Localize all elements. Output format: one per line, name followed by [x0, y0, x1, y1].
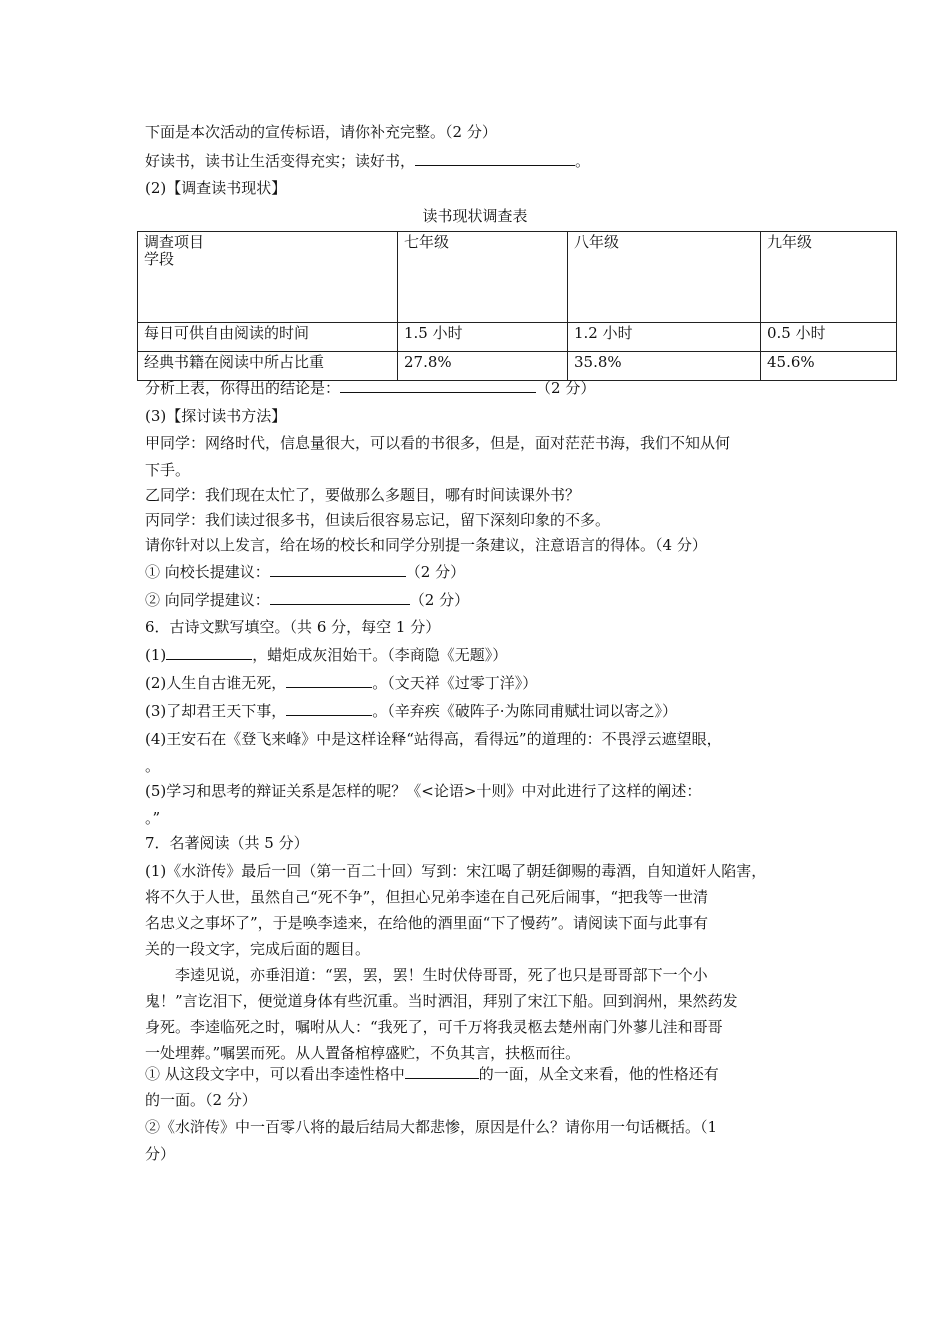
q6-item2-blank[interactable] [286, 673, 372, 688]
section2-heading: (2)【调查读书现状】 [145, 179, 287, 197]
q7-sub1-suffix: 的一面，从全文来看，他的性格还有 [478, 1065, 719, 1083]
analysis-score: （2 分） [536, 379, 596, 397]
q6-item1-prefix: (1) [145, 646, 167, 664]
passage-line4: 一处埋葬。”嘱罢而死。从人置备棺椁盛贮，不负其言，扶柩而往。 [145, 1044, 581, 1062]
slogan-line [145, 151, 590, 171]
classmates-prefix: ② 向同学提建议： [145, 591, 270, 609]
jia-line1: 甲同学：网络时代，信息量很大，可以看的书很多，但是，面对茫茫书海，我们不知从何 [145, 434, 731, 452]
q7-sub1-prefix: ① 从这段文字中，可以看出李逵性格中 [145, 1065, 405, 1083]
column-header: 九年级 [761, 232, 897, 323]
analysis-prefix: 分析上表，你得出的结论是： [145, 379, 341, 397]
table-caption: 读书现状调查表 [422, 207, 528, 225]
analysis-line [145, 378, 595, 398]
table-corner-cell [138, 232, 398, 323]
q6-item2-prefix: (2)人生自古谁无死， [145, 674, 287, 692]
table-cell: 1.5 小时 [398, 323, 568, 352]
table-header-row [138, 232, 897, 323]
classmates-score: （2 分） [409, 591, 470, 609]
principal-prefix: ① 向校长提建议： [145, 563, 270, 581]
slogan-prompt: 下面是本次活动的宣传标语，请你补充完整。（2 分） [145, 123, 497, 141]
classmates-suggestion-line [145, 590, 469, 610]
table-cell: 27.8% [398, 352, 568, 381]
row-label: 每日可供自由阅读的时间 [138, 323, 398, 352]
q6-item4-line2: 。 [145, 757, 161, 775]
yi-line: 乙同学：我们现在太忙了，要做那么多题目，哪有时间读课外书？ [145, 486, 581, 504]
principal-score: （2 分） [405, 563, 466, 581]
q6-item2 [145, 673, 537, 693]
q6-item3-suffix: 。（辛弃疾《破阵子·为陈同甫赋壮词以寄之》） [372, 702, 678, 720]
slogan-end: 。 [575, 152, 591, 170]
q7-sub2-line2: 分） [145, 1145, 176, 1163]
table-cell: 0.5 小时 [761, 323, 897, 352]
q7-p1-line3: 名忠义之事坏了”，于是唤李逵来，在给他的酒里面“下了慢药”。请阅读下面与此事有 [145, 914, 709, 932]
q7-p1-line1: (1)《水浒传》最后一回（第一百二十回）写到：宋江喝了朝廷御赐的毒酒，自知道奸人陷害， [145, 862, 767, 880]
survey-table [137, 231, 897, 381]
q7-sub1-line1 [145, 1064, 719, 1084]
column-header: 八年级 [568, 232, 761, 323]
q6-item5-line1: (5)学习和思考的辩证关系是怎样的呢？《<论语>十则》中对此进行了这样的阐述： [145, 782, 702, 800]
classmates-blank[interactable] [270, 590, 410, 605]
q6-item3-blank[interactable] [286, 701, 372, 716]
bing-line: 丙同学：我们读过很多书，但读后很容易忘记，留下深刻印象的不多。 [145, 511, 611, 529]
q6-item1-suffix: ，蜡炬成灰泪始干。（李商隐《无题》） [252, 646, 508, 664]
slogan-text: 好读书，读书让生活变得充实；读好书， [145, 152, 416, 170]
analysis-blank[interactable] [340, 378, 536, 393]
corner-bottom-label: 学段 [144, 250, 175, 268]
table-row [138, 352, 897, 381]
q7-sub2-line1: ②《水浒传》中一百零八将的最后结局大都悲惨，原因是什么？请你用一句话概括。（1 [145, 1118, 718, 1136]
jia-line2: 下手。 [145, 461, 191, 479]
slogan-blank[interactable] [415, 151, 575, 166]
table-cell: 45.6% [761, 352, 897, 381]
section3-heading: (3)【探讨读书方法】 [145, 407, 287, 425]
table-cell: 35.8% [568, 352, 761, 381]
principal-blank[interactable] [270, 562, 406, 577]
q7-p1-line4: 关的一段文字，完成后面的题目。 [145, 940, 371, 958]
q6-item3-prefix: (3)了却君王天下事， [145, 702, 287, 720]
corner-top-label: 调查项目 [144, 233, 205, 251]
column-header: 七年级 [398, 232, 568, 323]
q6-item1 [145, 645, 507, 665]
q6-item3 [145, 701, 677, 721]
passage-line1: 李逵见说，亦垂泪道：“罢，罢，罢！生时伏侍哥哥，死了也只是哥哥部下一个小 [175, 966, 708, 984]
q6-heading: 6．古诗文默写填空。（共 6 分，每空 1 分） [145, 618, 441, 636]
passage-line3: 身死。李逵临死之时，嘱咐从人：“我死了，可千万将我灵柩去楚州南门外蓼儿洼和哥哥 [145, 1018, 723, 1036]
passage-line2: 鬼！”言讫泪下，便觉道身体有些沉重。当时洒泪，拜别了宋江下船。回到润州，果然药发 [145, 992, 738, 1010]
table-row [138, 323, 897, 352]
table-cell: 1.2 小时 [568, 323, 761, 352]
principal-suggestion-line [145, 562, 465, 582]
q7-p1-line2: 将不久于人世，虽然自己“死不争”，但担心兄弟李逵在自己死后闹事，“把我等一世清 [145, 888, 709, 906]
row-label: 经典书籍在阅读中所占比重 [138, 352, 398, 381]
q7-heading: 7．名著阅读（共 5 分） [145, 834, 309, 852]
q7-sub1-line2: 的一面。（2 分） [145, 1091, 257, 1109]
q6-item5-line2: 。” [145, 809, 161, 827]
q6-item4-line1: (4)王安石在《登飞来峰》中是这样诠释“站得高，看得远”的道理的：不畏浮云遮望眼， [145, 730, 722, 748]
q6-item1-blank[interactable] [166, 645, 252, 660]
q7-sub1-blank[interactable] [405, 1064, 479, 1079]
q6-item2-suffix: 。（文天祥《过零丁洋》） [372, 674, 538, 692]
instruction-line: 请你针对以上发言，给在场的校长和同学分别提一条建议，注意语言的得体。（4 分） [145, 536, 707, 554]
